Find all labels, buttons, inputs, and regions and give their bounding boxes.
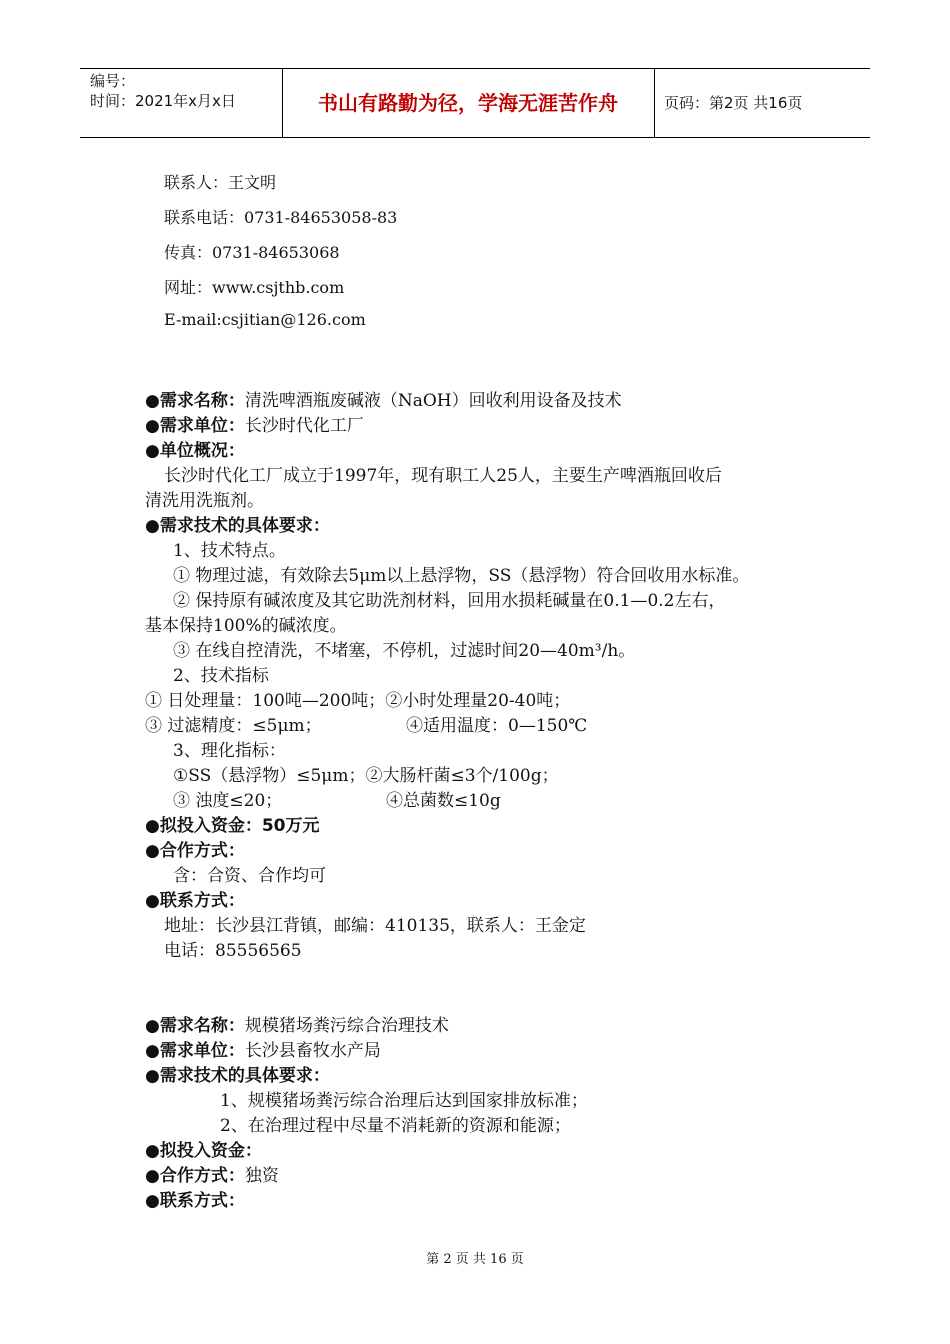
demand2-fund-label: 拟投入资金： xyxy=(159,1141,262,1161)
bullet-icon: ● xyxy=(145,1166,160,1186)
demand2-unit-value: 长沙县畜牧水产局 xyxy=(244,1041,381,1061)
demand1-req-1a: ① 物理过滤，有效除去5μm以上悬浮物，SS（悬浮物）符合回收用水标准。 xyxy=(173,566,750,586)
contact-phone: 联系电话：0731-84653058-83 xyxy=(164,208,398,227)
contact-person: 联系人：王文明 xyxy=(164,173,277,192)
bullet-icon: ● xyxy=(145,1141,160,1161)
demand1-req-1b-cont: 基本保持100%的碱浓度。 xyxy=(145,616,347,636)
demand1-contact-address: 地址：长沙县江背镇，邮编：410135，联系人：王金定 xyxy=(164,916,586,936)
demand1-coop-value: 含：合资、合作均可 xyxy=(173,866,326,886)
demand1-overview-row xyxy=(145,436,245,461)
bullet-icon: ● xyxy=(145,516,160,536)
demand1-coop-row xyxy=(145,836,245,861)
bullet-icon: ● xyxy=(145,391,160,411)
header-left-cell xyxy=(90,71,236,111)
demand1-fund-label: 拟投入资金：50万元 xyxy=(159,816,320,836)
demand2-req-1: 1、规模猪场粪污综合治理后达到国家排放标准； xyxy=(220,1091,588,1111)
demand2-req-label: 需求技术的具体要求： xyxy=(159,1066,330,1086)
demand2-contact-row xyxy=(145,1186,245,1211)
demand2-coop-row xyxy=(145,1161,279,1186)
demand1-req-1: 1、技术特点。 xyxy=(173,541,286,561)
demand2-contact-label: 联系方式： xyxy=(159,1191,245,1211)
demand1-req-3: 3、理化指标： xyxy=(173,741,286,761)
demand1-overview-line2: 清洗用洗瓶剂。 xyxy=(145,491,264,511)
contact-fax: 传真：0731-84653068 xyxy=(164,243,340,262)
bullet-icon: ● xyxy=(145,1191,160,1211)
demand2-req-2: 2、在治理过程中尽量不消耗新的资源和能源； xyxy=(220,1116,571,1136)
demand1-req-2b-left: ③ 过滤精度：≤5μm； xyxy=(145,716,322,736)
demand1-name-value: 清洗啤酒瓶废碱液（NaOH）回收利用设备及技术 xyxy=(244,391,622,411)
demand1-req-1c: ③ 在线自控清洗，不堵塞，不停机，过滤时间20—40m³/h。 xyxy=(173,641,636,661)
demand2-coop-label: 合作方式： xyxy=(159,1166,245,1186)
demand2-req-row xyxy=(145,1061,330,1086)
demand2-name-row xyxy=(145,1011,449,1036)
bullet-icon: ● xyxy=(145,416,160,436)
demand2-name-value: 规模猪场粪污综合治理技术 xyxy=(244,1016,449,1036)
bullet-icon: ● xyxy=(145,891,160,911)
demand1-req-3b-left: ③ 浊度≤20； xyxy=(173,791,283,811)
header-divider xyxy=(654,69,655,137)
contact-website[interactable]: 网址：www.csjthb.com xyxy=(164,278,345,297)
demand1-req-2b-right: ④适用温度：0—150℃ xyxy=(406,716,588,736)
demand1-unit-value: 长沙时代化工厂 xyxy=(244,416,364,436)
demand1-name-label: 需求名称： xyxy=(159,391,245,411)
demand2-coop-value: 独资 xyxy=(244,1166,279,1186)
bullet-icon: ● xyxy=(145,1066,160,1086)
demand1-req-2: 2、技术指标 xyxy=(173,666,269,686)
bullet-icon: ● xyxy=(145,1041,160,1061)
demand1-contact-row xyxy=(145,886,245,911)
header-number-label: 编号： xyxy=(90,72,136,90)
demand1-req-3b-right: ④总菌数≤10g xyxy=(386,791,501,811)
demand1-req-2a: ① 日处理量：100吨—200吨；②小时处理量20-40吨； xyxy=(145,691,571,711)
demand1-overview-line1: 长沙时代化工厂成立于1997年，现有职工人25人，主要生产啤酒瓶回收后 xyxy=(164,466,722,486)
demand1-req-1b: ② 保持原有碱浓度及其它助洗剂材料，回用水损耗碱量在0.1—0.2左右， xyxy=(173,591,726,611)
demand1-unit-label: 需求单位： xyxy=(159,416,245,436)
demand1-name-row xyxy=(145,386,622,411)
demand1-contact-phone: 电话：85556565 xyxy=(164,941,302,961)
header-time-label: 时间：2021年x月x日 xyxy=(90,92,236,110)
demand2-unit-row xyxy=(145,1036,381,1061)
demand1-overview-label: 单位概况： xyxy=(159,441,245,461)
bullet-icon: ● xyxy=(145,1016,160,1036)
demand1-coop-label: 合作方式： xyxy=(159,841,245,861)
demand2-fund-row xyxy=(145,1136,262,1161)
demand1-req-row xyxy=(145,511,330,536)
header-page-label: 页码：第2页 共16页 xyxy=(664,94,803,112)
bullet-icon: ● xyxy=(145,441,160,461)
demand1-req-3a: ①SS（悬浮物）≤5μm；②大肠杆菌≤3个/100g； xyxy=(173,766,559,786)
contact-email[interactable]: E-mail:csjitian@126.com xyxy=(164,310,366,329)
page-header xyxy=(80,68,870,138)
page-footer: 第 2 页 共 16 页 xyxy=(426,1252,524,1267)
bullet-icon: ● xyxy=(145,841,160,861)
bullet-icon: ● xyxy=(145,816,160,836)
demand1-contact-label: 联系方式： xyxy=(159,891,245,911)
header-motto: 书山有路勤为径，学海无涯苦作舟 xyxy=(318,91,618,115)
demand1-unit-row xyxy=(145,411,364,436)
demand2-name-label: 需求名称： xyxy=(159,1016,245,1036)
demand1-req-label: 需求技术的具体要求： xyxy=(159,516,330,536)
demand1-fund-row xyxy=(145,811,320,836)
demand2-unit-label: 需求单位： xyxy=(159,1041,245,1061)
